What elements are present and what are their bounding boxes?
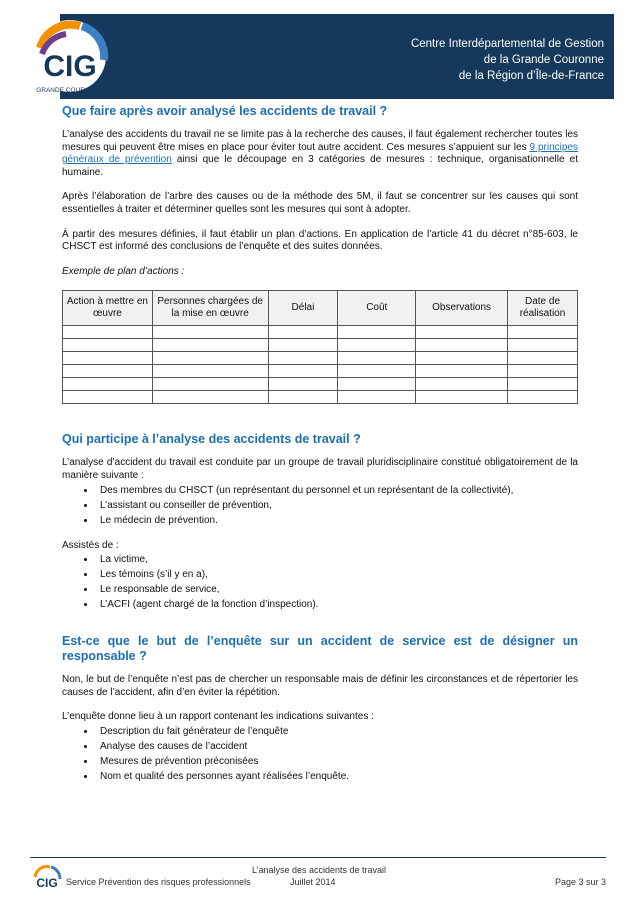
table-cell	[63, 352, 153, 365]
list-item: • Nom et qualité des personnes ayant réalisées l’enquête.	[96, 769, 578, 784]
table-cell	[416, 326, 508, 339]
example-label: Exemple de plan d’actions :	[62, 265, 185, 277]
assisted-label: Assistés de :	[62, 539, 119, 551]
table-row	[63, 326, 578, 339]
org-line: de la Grande Couronne	[483, 54, 604, 66]
list-item: • L’assistant ou conseiller de prévention,	[96, 498, 578, 513]
list-item: • Mesures de prévention préconisées	[96, 754, 578, 769]
table-cell	[63, 339, 153, 352]
table-cell	[508, 352, 578, 365]
section-title: Qui participe à l’analyse des accidents de travail ?	[62, 432, 361, 447]
table-cell	[338, 378, 416, 391]
table-cell	[268, 378, 338, 391]
list-item: • La victime,	[96, 552, 578, 567]
footer-doc-title: L’analyse des accidents de travail	[251, 865, 387, 875]
list-item: • Le médecin de prévention.	[96, 513, 578, 528]
table-cell	[63, 326, 153, 339]
paragraph: Non, le but de l’enquête n’est pas de chercher un responsable mais de définir les circonstances et de répertorier les causes de l’accident, afin d’en éviter la répétition.	[62, 674, 578, 698]
paragraph: Après l’élaboration de l’arbre des causes ou de la méthode des 5M, il faut se concentrer sur les causes qui sont essentielles à traiter et déterminer quelles sont les mesures qui sont à adopter.	[62, 191, 578, 215]
table-row	[63, 365, 578, 378]
cig-logo	[20, 18, 120, 102]
organization-name	[411, 36, 604, 84]
table-cell	[508, 339, 578, 352]
table-cell	[268, 365, 338, 378]
report-items-list	[62, 724, 578, 784]
table-cell	[268, 391, 338, 404]
table-cell	[152, 365, 268, 378]
org-line: de la Région d’Île-de-France	[458, 70, 604, 82]
table-header: Personnes chargées de la mise en œuvre	[152, 291, 268, 326]
table-cell	[416, 378, 508, 391]
footer-date: Juillet 2014	[290, 877, 336, 887]
table-cell	[338, 326, 416, 339]
page-footer	[0, 855, 638, 903]
assisted-list	[62, 552, 578, 612]
table-cell	[416, 339, 508, 352]
table-row	[63, 391, 578, 404]
paragraph: L’analyse d’accident du travail est conduite par un groupe de travail pluridisciplinaire constitué obligatoirement de la manière suivante :	[62, 457, 578, 481]
list-item: • Des membres du CHSCT (un représentant du personnel et un représentant de la collectivité),	[96, 483, 578, 498]
section-title: Que faire après avoir analysé les accidents de travail ?	[62, 104, 388, 118]
table-cell	[63, 391, 153, 404]
svg-text:CIG: CIG	[36, 876, 58, 890]
table-cell	[268, 339, 338, 352]
table-cell	[152, 339, 268, 352]
svg-text:CIG: CIG	[43, 50, 97, 83]
table-header: Observations	[416, 291, 508, 326]
table-cell	[152, 378, 268, 391]
action-plan-table	[62, 290, 578, 404]
table-row	[63, 378, 578, 391]
table-cell	[508, 378, 578, 391]
org-line: Centre Interdépartemental de Gestion	[410, 38, 604, 50]
table-cell	[508, 326, 578, 339]
table-cell	[338, 365, 416, 378]
table-cell	[152, 391, 268, 404]
table-cell	[338, 352, 416, 365]
table-cell	[416, 352, 508, 365]
table-cell	[63, 365, 153, 378]
table-cell	[63, 378, 153, 391]
table-cell	[152, 352, 268, 365]
table-cell	[416, 391, 508, 404]
footer-service: Service Prévention des risques professionnels	[66, 877, 251, 887]
table-cell	[416, 365, 508, 378]
list-item: • Les témoins (s’il y en a),	[96, 567, 578, 582]
paragraph: L’enquête donne lieu à un rapport contenant les indications suivantes :	[62, 711, 374, 723]
svg-text:GRANDE COURONNE: GRANDE COURONNE	[36, 87, 104, 94]
list-item: • Description du fait générateur de l’enquête	[96, 724, 578, 739]
table-row	[63, 352, 578, 365]
table-body	[63, 326, 578, 404]
paragraph: À partir des mesures définies, il faut établir un plan d’actions. En application de l’article 41 du décret n°85-603, le CHSCT est informé des conclusions de l’enquête et des suites données.	[62, 228, 578, 253]
table-header: Coût	[338, 291, 416, 326]
table-header: Date de réalisation	[508, 291, 578, 326]
list-item: • Le responsable de service,	[96, 582, 578, 597]
paragraph: L’analyse des accidents du travail ne se limite pas à la recherche des causes, il faut également rechercher toutes les mesures qui peuvent être mises en place pour éviter tout autre accident. Ces mesures s’appuient sur les 9 principes généraux de prévention ainsi que le découpage en 3 catégories de mesures : technique, organisationnelle et humaine.	[62, 129, 579, 178]
table-row	[63, 339, 578, 352]
table-cell	[268, 326, 338, 339]
list-item: • L’ACFI (agent chargé de la fonction d’inspection).	[96, 597, 578, 612]
section-title: Est-ce que le but de l’enquête sur un accident de service est de désigner un responsable ?	[62, 634, 578, 664]
main-content	[62, 104, 578, 784]
table-cell	[508, 391, 578, 404]
table-cell	[268, 352, 338, 365]
member-list	[62, 483, 578, 528]
table-cell	[338, 339, 416, 352]
table-cell	[152, 326, 268, 339]
list-item: • Analyse des causes de l’accident	[96, 739, 578, 754]
table-cell	[508, 365, 578, 378]
table-cell	[338, 391, 416, 404]
table-header: Délai	[268, 291, 338, 326]
footer-divider	[30, 857, 606, 858]
table-header: Action à mettre en œuvre	[63, 291, 153, 326]
footer-page-number: Page 3 sur 3	[554, 877, 606, 887]
page-header	[0, 0, 638, 104]
prevention-principles-link[interactable]: 9 principes généraux de prévention	[62, 141, 578, 166]
